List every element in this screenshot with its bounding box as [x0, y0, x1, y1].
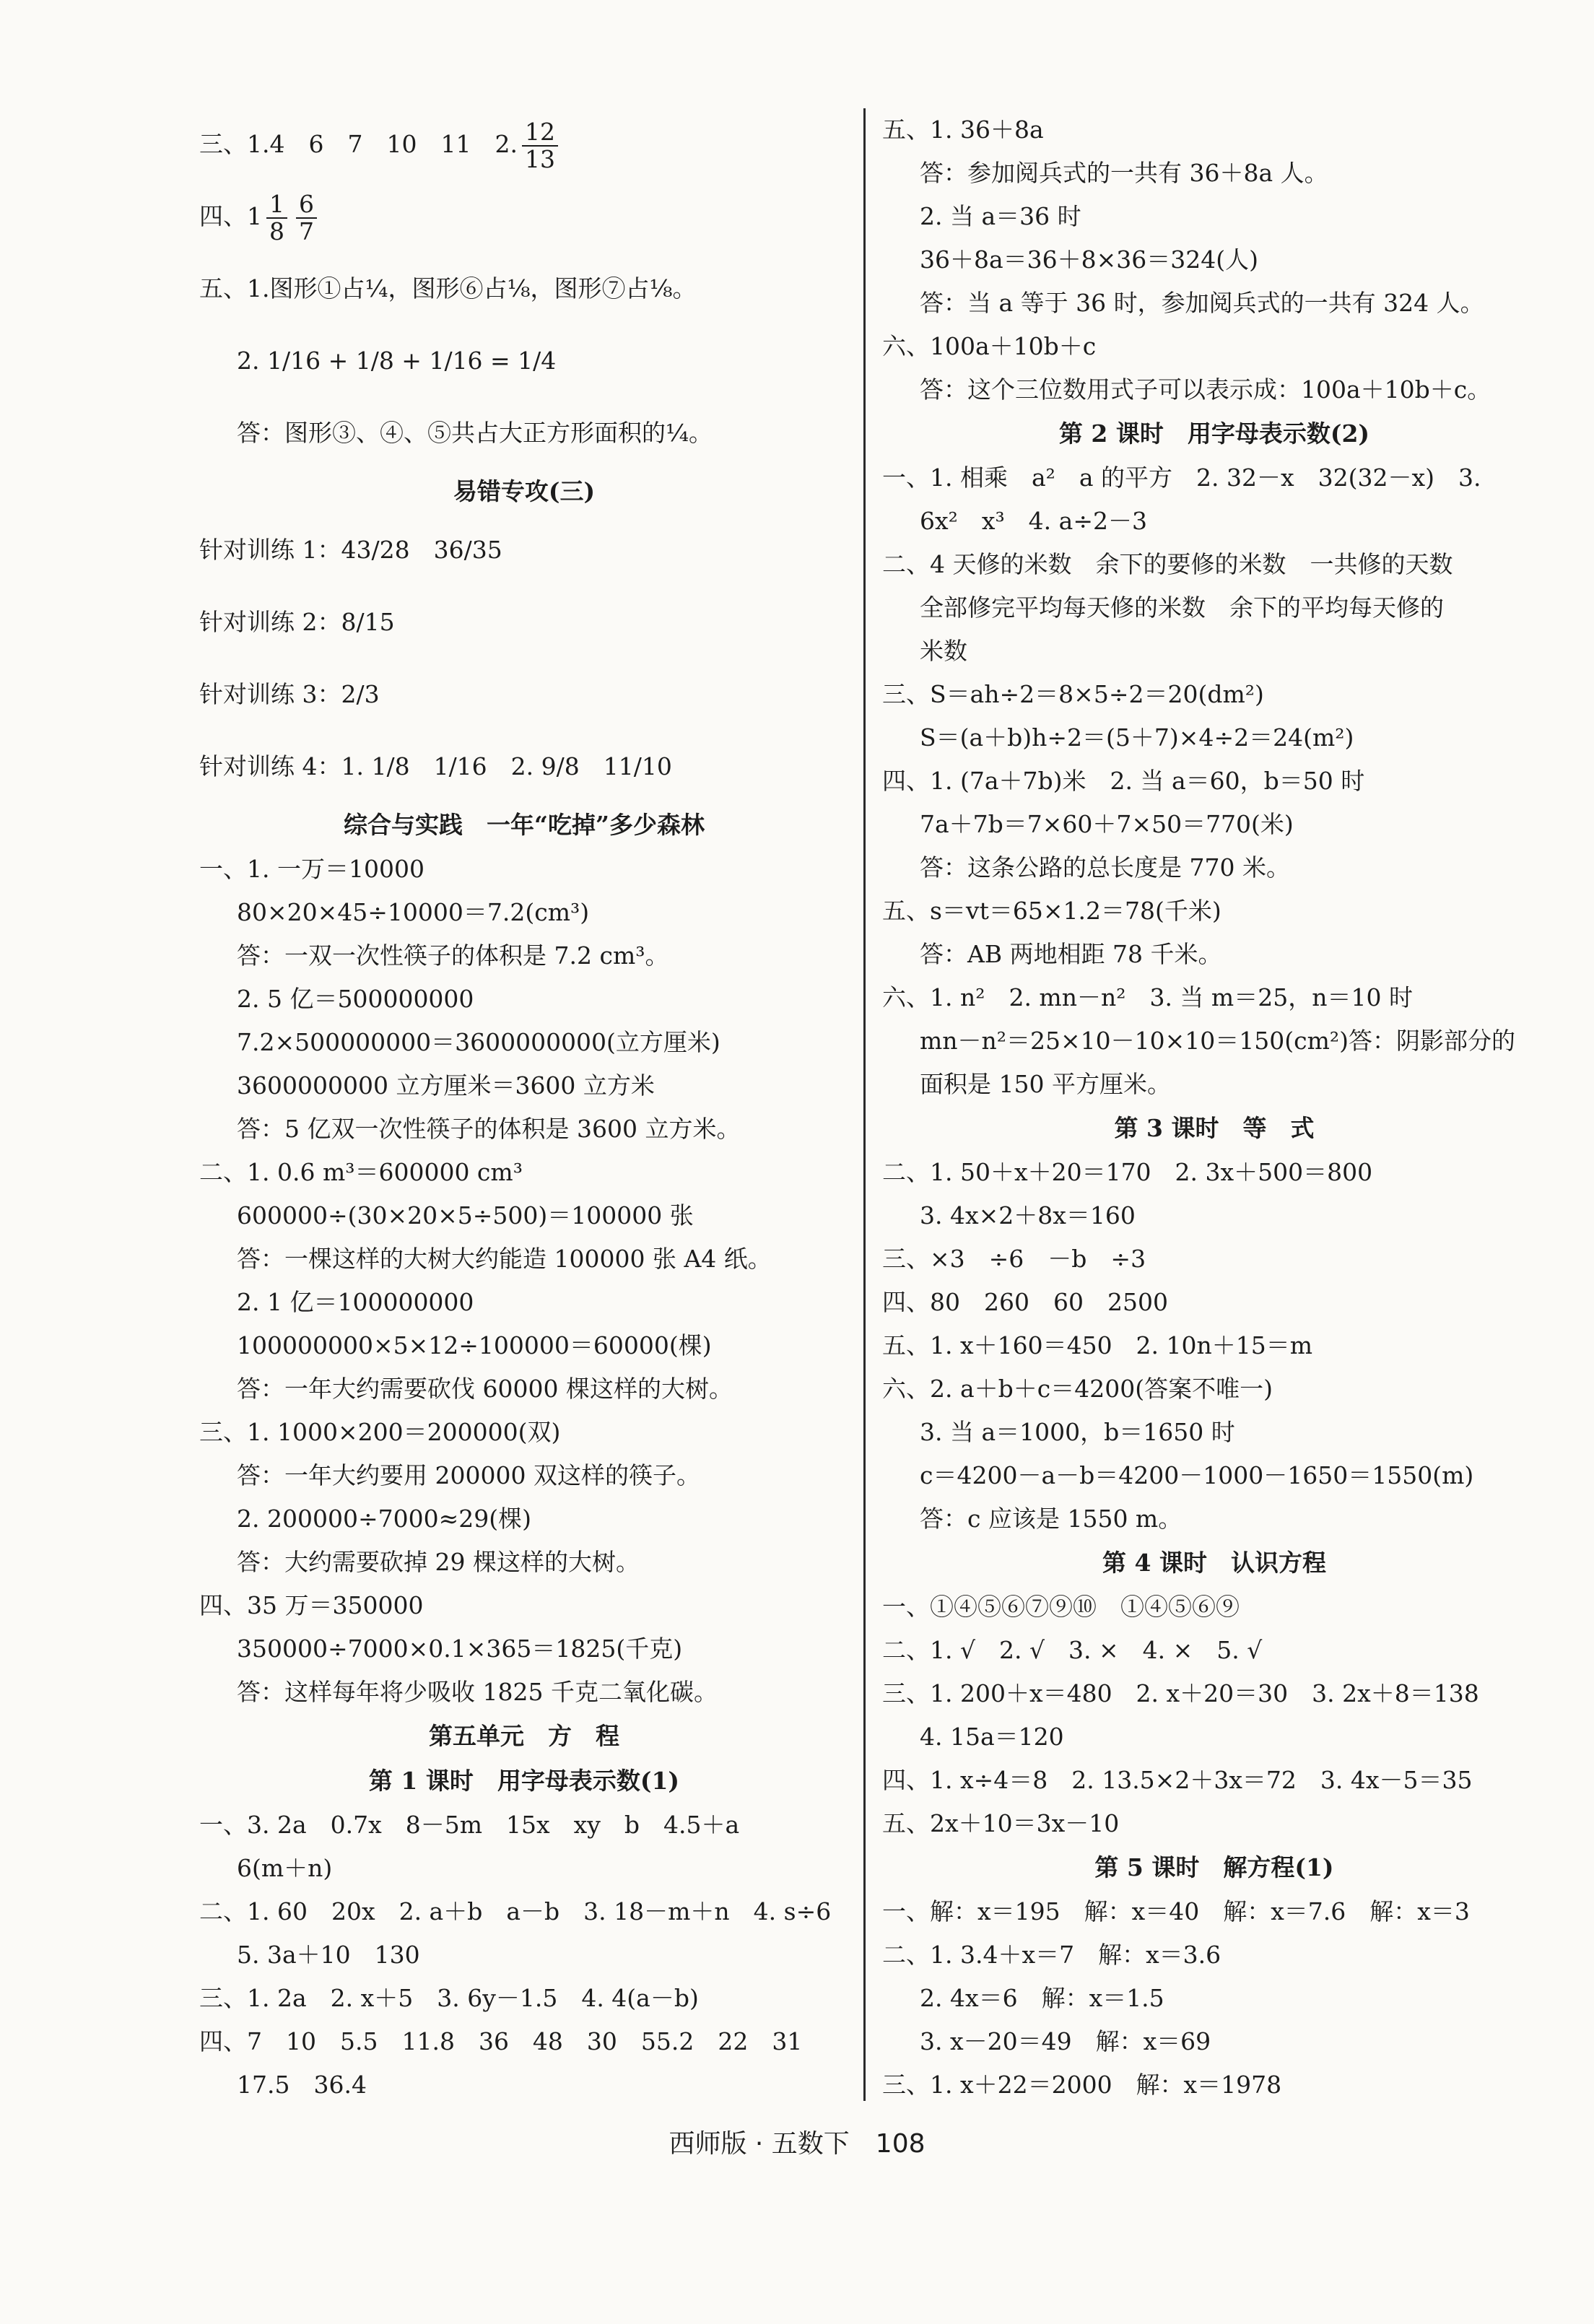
answer-line: 答：这样每年将少吸收 1825 千克二氧化碳。: [237, 1678, 718, 1706]
answer-line: 五、s＝vt＝65×1.2＝78(千米): [882, 897, 1221, 925]
answer-line: 二、1. 50＋x＋20＝170 2. 3x＋500＝800: [882, 1158, 1373, 1186]
answer-line: mn－n²＝25×10－10×10＝150(cm²)答：阴影部分的: [920, 1027, 1516, 1055]
answer-line: 答：当 a 等于 36 时，参加阅兵式的一共有 324 人。: [920, 289, 1484, 317]
answer-line: 三、1.4 6 7 10 11 2. $\frac{12}{13}$: [199, 108, 849, 180]
answer-line: 四、1. (7a＋7b)米 2. 当 a＝60，b＝50 时: [882, 767, 1365, 795]
answer-line: 答：图形③、④、⑤共占大正方形面积的¼。: [237, 419, 713, 447]
fraction: [522, 119, 558, 173]
answer-line: 2. 当 a＝36 时: [920, 202, 1081, 230]
answer-line: 三、S＝ah÷2＝8×5÷2＝20(dm²): [882, 680, 1264, 708]
fraction: [296, 191, 317, 245]
answer-line: 答：这个三位数用式子可以表示成：100a＋10b＋c。: [920, 375, 1491, 404]
section-heading: 第五单元 方 程: [429, 1722, 619, 1750]
answer-line: 二、1. √ 2. √ 3. × 4. × 5. √: [882, 1636, 1263, 1664]
answer-line: 答：一年大约需要砍伐 60000 棵这样的大树。: [237, 1375, 733, 1403]
answer-line: 五、1. x＋160＝450 2. 10n＋15＝m: [882, 1331, 1313, 1359]
answer-line: 答：AB 两地相距 78 千米。: [920, 940, 1222, 968]
answer-line: 米数: [920, 637, 967, 665]
answer-line: 答：大约需要砍掉 29 棵这样的大树。: [237, 1548, 640, 1576]
answer-line: 四、1. x÷4＝8 2. 13.5×2＋3x＝72 3. 4x－5＝35: [882, 1766, 1473, 1794]
answer-line: S＝(a＋b)h÷2＝(5＋7)×4÷2＝24(m²): [920, 723, 1354, 752]
answer-line: 答：这条公路的总长度是 770 米。: [920, 853, 1290, 882]
answer-line: 答：参加阅兵式的一共有 36＋8a 人。: [920, 159, 1328, 187]
answer-line: 五、1.图形①占¼，图形⑥占⅛，图形⑦占⅛。: [199, 274, 697, 303]
answer-line: 100000000×5×12÷100000＝60000(棵): [237, 1331, 712, 1359]
fraction-denominator: 13: [524, 145, 555, 173]
answer-line: 350000÷7000×0.1×365＝1825(千克): [237, 1635, 683, 1663]
answer-line: 五、2x＋10＝3x－10: [882, 1809, 1120, 1837]
answer-line: 针对训练 2：8/15: [199, 608, 395, 636]
answer-line: 17.5 36.4: [237, 2071, 367, 2099]
answer-line: 3. 当 a＝1000，b＝1650 时: [920, 1418, 1235, 1446]
fraction-numerator: 12: [522, 119, 558, 147]
fraction-denominator: 8: [269, 217, 284, 245]
answer-line: 三、1. 1000×200＝200000(双): [199, 1418, 561, 1446]
answer-line: 一、1. 相乘 a² a 的平方 2. 32－x 32(32－x) 3.: [882, 464, 1481, 492]
column-divider: [863, 108, 866, 2101]
answer-line: 2. 1/16 + 1/8 + 1/16 = 1/4: [237, 347, 557, 375]
section-heading: 第 3 课时 等 式: [1114, 1114, 1315, 1142]
answer-line: 四、7 10 5.5 11.8 36 48 30 55.2 22 31: [199, 2027, 803, 2055]
answer-line: 一、1. 一万＝10000: [199, 855, 424, 883]
answer-line: 600000÷(30×20×5÷500)＝100000 张: [237, 1201, 694, 1230]
answer-line: 四、35 万＝350000: [199, 1591, 424, 1619]
answer-line: 7a＋7b＝7×60＋7×50＝770(米): [920, 810, 1294, 838]
answer-line: 二、1. 3.4＋x＝7 解：x＝3.6: [882, 1941, 1221, 1969]
section-heading: 第 1 课时 用字母表示数(1): [368, 1767, 680, 1795]
answer-line: 答：一双一次性筷子的体积是 7.2 cm³。: [237, 941, 669, 970]
answer-line: c＝4200－a－b＝4200－1000－1650＝1550(m): [920, 1461, 1474, 1489]
answer-line: 三、1. 2a 2. x＋5 3. 6y－1.5 4. 4(a－b): [199, 1984, 699, 2012]
section-heading: 易错专攻(三): [453, 477, 596, 505]
answer-line: 3. 4x×2＋8x＝160: [920, 1201, 1136, 1230]
answer-line: 针对训练 1：43/28 36/35: [199, 536, 502, 564]
answer-line: 6(m＋n): [237, 1854, 333, 1882]
fraction-numerator: 6: [296, 191, 317, 219]
answer-line: 六、1. n² 2. mn－n² 3. 当 m＝25，n＝10 时: [882, 983, 1413, 1011]
answer-line: 六、2. a＋b＋c＝4200(答案不唯一): [882, 1375, 1273, 1403]
answer-line: 2. 5 亿＝500000000: [237, 985, 474, 1013]
answer-line: 答：一棵这样的大树大约能造 100000 张 A4 纸。: [237, 1245, 772, 1273]
section-heading: 综合与实践 一年“吃掉”多少森林: [344, 811, 705, 839]
answer-line: 全部修完平均每天修的米数 余下的平均每天修的: [920, 593, 1444, 622]
right-column: [882, 108, 1546, 2107]
answer-line: 面积是 150 平方厘米。: [920, 1070, 1171, 1098]
answer-line: 二、4 天修的米数 余下的要修的米数 一共修的天数: [882, 550, 1453, 578]
answer-line: 36＋8a＝36＋8×36＝324(人): [920, 245, 1259, 274]
answer-line: 一、3. 2a 0.7x 8－5m 15x xy b 4.5＋a: [199, 1811, 740, 1839]
fraction-denominator: 7: [299, 217, 314, 245]
answer-line: 二、1. 0.6 m³＝600000 cm³: [199, 1158, 523, 1186]
section-heading: 第 2 课时 用字母表示数(2): [1058, 419, 1370, 448]
answer-line: 答：c 应该是 1550 m。: [920, 1505, 1183, 1533]
fraction-numerator: 1: [266, 191, 287, 219]
answer-line: 四、1 $\frac{1}{8}$ $\frac{6}{7}$: [199, 180, 849, 253]
answer-line: 六、100a＋10b＋c: [882, 332, 1097, 360]
answer-line: 二、1. 60 20x 2. a＋b a－b 3. 18－m＋n 4. s÷6: [199, 1897, 832, 1925]
answer-line: 五、1. 36＋8a: [882, 116, 1044, 144]
answer-line: 一、①④⑤⑥⑦⑨⑩ ①④⑤⑥⑨: [882, 1593, 1240, 1621]
answer-line: 答：5 亿双一次性筷子的体积是 3600 立方米。: [237, 1115, 741, 1143]
answer-line: 答：一年大约要用 200000 双这样的筷子。: [237, 1461, 700, 1489]
section-heading: 第 4 课时 认识方程: [1102, 1549, 1326, 1577]
answer-line: 3600000000 立方厘米＝3600 立方米: [237, 1071, 655, 1100]
answer-line: 一、解：x＝195 解：x＝40 解：x＝7.6 解：x＝3: [882, 1897, 1470, 1925]
answer-line: 三、×3 ÷6 －b ÷3: [882, 1245, 1146, 1273]
answer-line: 80×20×45÷10000＝7.2(cm³): [237, 898, 590, 926]
page-footer: 西师版 · 五数下 108: [668, 2129, 926, 2159]
answer-line: 6x² x³ 4. a÷2－3: [920, 507, 1147, 535]
answer-line: 三、1. x＋22＝2000 解：x＝1978: [882, 2071, 1282, 2099]
section-heading: 第 5 课时 解方程(1): [1094, 1853, 1334, 1881]
answer-line: 2. 4x＝6 解：x＝1.5: [920, 1984, 1164, 2012]
answer-line: 针对训练 3：2/3: [199, 680, 380, 708]
answer-line: 针对训练 4：1. 1/8 1/16 2. 9/8 11/10: [199, 752, 672, 780]
answer-line: 四、80 260 60 2500: [882, 1288, 1168, 1316]
fraction: [266, 191, 287, 245]
answer-line: 5. 3a＋10 130: [237, 1941, 420, 1969]
left-column: [199, 108, 849, 2107]
answer-line: 3. x－20＝49 解：x＝69: [920, 2027, 1211, 2055]
answer-line: 2. 200000÷7000≈29(棵): [237, 1505, 531, 1533]
answer-line: 7.2×500000000＝3600000000(立方厘米): [237, 1028, 720, 1056]
answer-line: 4. 15a＝120: [920, 1723, 1064, 1751]
answer-line: 2. 1 亿＝100000000: [237, 1288, 474, 1316]
answer-line: 三、1. 200＋x＝480 2. x＋20＝30 3. 2x＋8＝138: [882, 1679, 1479, 1707]
